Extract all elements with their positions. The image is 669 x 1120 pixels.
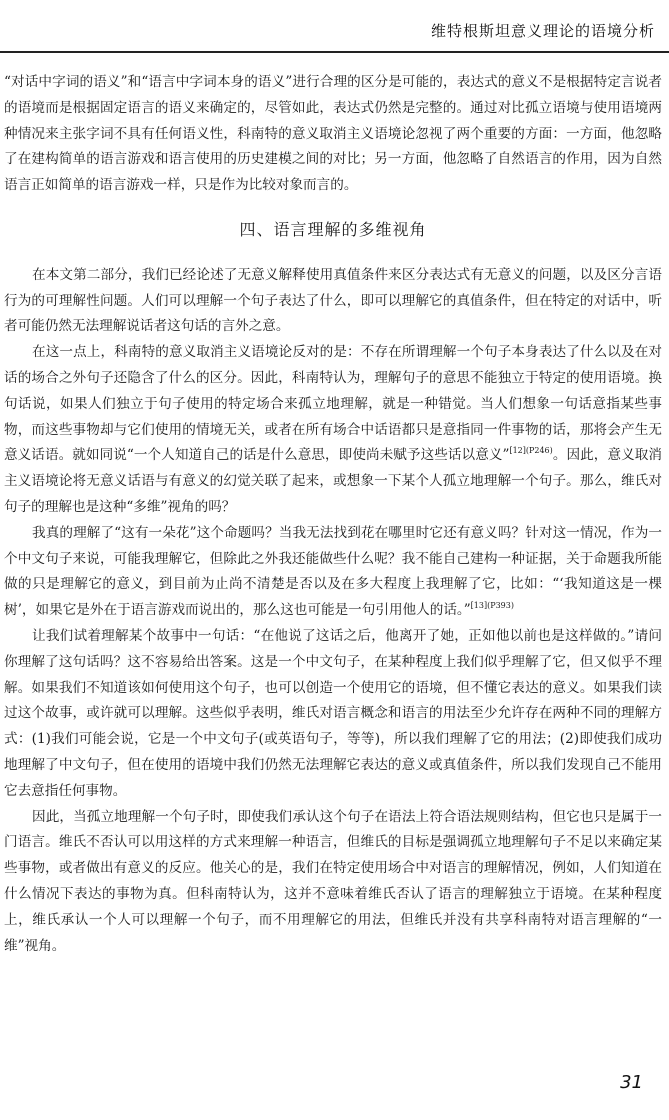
paragraph [4, 340, 662, 521]
paragraph-text: 。因此，意义取消主义语境论将无意义话语与有意义的幻觉关联了起来，或想象一下某个人孤立地理解一个句子。那么，维氏对句子的理解也是这种“多维”视角的吗？ [4, 447, 663, 515]
citation-mark: [13](P393) [470, 601, 514, 611]
header-rule [0, 51, 669, 53]
paragraph-text: 我真的理解了“这有一朵花”这个命题吗？当我无法找到花在哪里时它还有意义吗？针对这一情况，作为一个中文句子来说，可能我理解它，但除此之外我还能做些什么呢？我不能自己建构一种证据，关于命题我所能做的只是理解它的意义，到目前为止尚不清楚是否以及在多大程度上我理解了它，比如：“‘我知道这是一棵树’，如果它是外在于语言游戏而说出的，那么这也可能是一句引用他人的话。” [4, 524, 662, 619]
citation-mark: [12](P246) [509, 446, 553, 456]
article-body [4, 70, 662, 959]
paragraph: 因此，当孤立地理解一个句子时，即使我们承认这个句子在语法上符合语法规则结构，但它也只是属于一门语言。维氏不否认可以用这样的方式来理解一种语言，但维氏的目标是强调孤立地理解句子不足以来确定某些事物，或者做出有意义的反应。他关心的是，我们在特定使用场合中对语言的理解情况，例如，人们知道在什么情况下表达的事物为真。但科南特认为，这并不意味着维氏否认了语言的理解独立于语境。在某种程度上，维氏承认一个人可以理解一个句子，而不用理解它的用法，但维氏并没有共享科南特对语言理解的“一维”视角。 [4, 808, 662, 954]
paragraph [4, 521, 662, 624]
paragraph-text: 在这一点上，科南特的意义取消主义语境论反对的是：不存在所谓理解一个句子本身表达了什么以及在对话的场合之外句子还隐含了什么的区分。因此，科南特认为，理解句子的意思不能独立于特定的使用语境。换句话说，如果人们独立于句子使用的特定场合来孤立地理解，就是一种错觉。当人们想象一句话意指某些事物，而这些事物却与它们使用的情境无关，或者在所有场合中话语都只是意指同一件事物的话，那将会产生无意义话语。就如同说“一个人知道自己的话是什么意思，即使尚未赋予这些话以意义” [4, 344, 662, 464]
running-title: 维特根斯坦意义理论的语境分析 [430, 22, 655, 40]
paragraph: 在本文第二部分，我们已经论述了无意义解释使用真值条件来区分表达式有无意义的问题，以及区分言语行为的可理解性问题。人们可以理解一个句子表达了什么，即可以理解它的真值条件，但在特定的对话中，听者可能仍然无法理解说话者这句话的言外之意。 [4, 266, 662, 335]
paragraph-continued: “对话中字词的语义”和“语言中字词本身的语义”进行合理的区分是可能的，表达式的意义不是根据特定言说者的语境而是根据固定语言的语义来确定的，尽管如此，表达式仍然是完整的。通过对比孤立语境与使用语境两种情况来主张字词不具有任何语义性，科南特的意义取消主义语境论忽视了两个重要的方面：一方面，他忽略了在建构简单的语言游戏和语言使用的历史建模之间的对比；另一方面，他忽略了自然语言的作用，因为自然语言正如简单的语言游戏一样，只是作为比较对象而言的。 [4, 74, 662, 194]
page-number: 31 [620, 1072, 643, 1093]
section-heading: 四、语言理解的多维视角 [239, 219, 427, 239]
running-header [0, 0, 669, 48]
paragraph: 让我们试着理解某个故事中一句话：“在他说了这话之后，他离开了她，正如他以前也是这样做的。”请问你理解了这句话吗？这不容易给出答案。这是一个中文句子，在某种程度上我们似乎理解了它，但又似乎不理解。如果我们不知道该如何使用这个句子，也可以创造一个使用它的语境，但不懂它表达的意义。如果我们读过这个故事，或许就可以理解。这些似乎表明，维氏对语言概念和语言的用法至少允许存在两种不同的理解方式：(1)我们可能会说，它是一个中文句子(或英语句子，等等)，所以我们理解了它的用法；(2)即使我们成功地理解了中文句子，但在使用的语境中我们仍然无法理解它表达的意义或真值条件，所以我们发现自己不能用它去意指任何事物。 [4, 627, 662, 799]
